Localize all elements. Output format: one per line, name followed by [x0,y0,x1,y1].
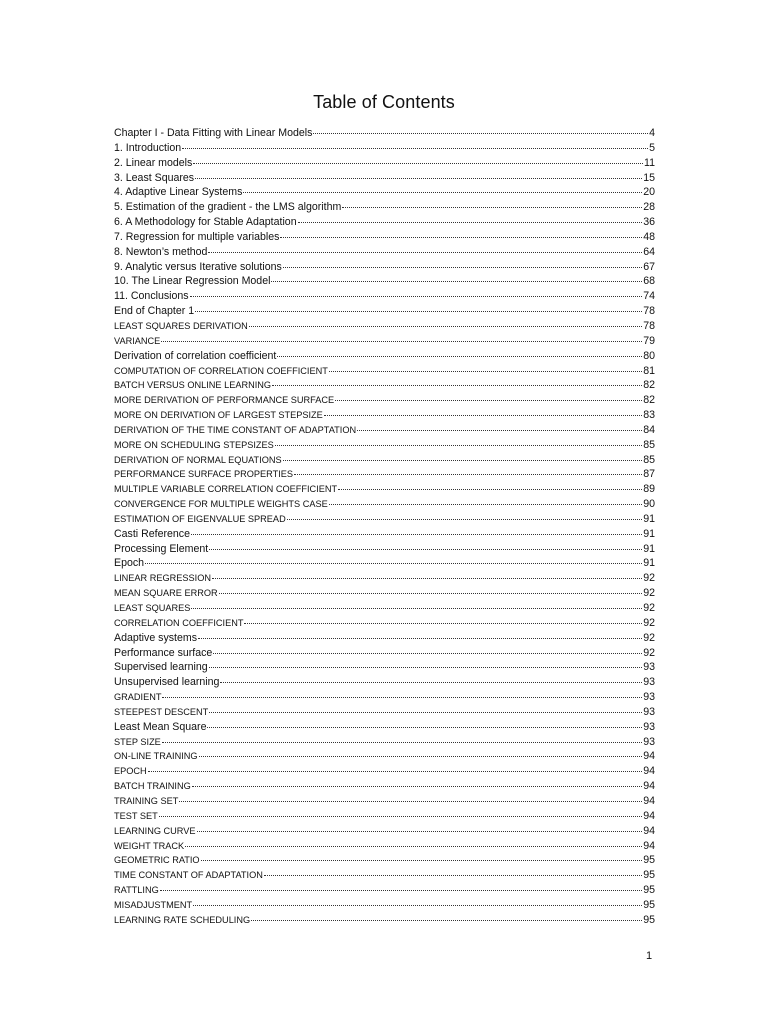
toc-entry[interactable] [114,898,655,913]
toc-entry-title: EPOCH [114,766,147,777]
dot-leader [198,638,642,639]
dot-leader [148,771,643,772]
toc-entry-title: LEARNING RATE SCHEDULING [114,914,251,925]
toc-entry[interactable] [114,586,655,601]
toc-entry-page: 78 [643,305,655,318]
toc-entry[interactable] [114,497,655,512]
dot-leader [313,133,648,134]
toc-entry[interactable] [114,527,655,542]
toc-entry[interactable] [114,453,655,468]
toc-entry-page: 93 [643,720,655,733]
dot-leader [243,192,642,193]
dot-leader [179,801,642,802]
dot-leader [190,296,643,297]
toc-entry-title: GRADIENT [114,692,162,703]
toc-entry[interactable] [114,675,655,690]
toc-entry-page: 36 [643,216,655,229]
toc-entry-title: LINEAR REGRESSION [114,573,212,584]
toc-entry[interactable] [114,319,655,334]
toc-entry[interactable] [114,556,655,571]
dot-leader [271,281,642,282]
dot-leader [219,593,643,594]
toc-entry-page: 67 [643,260,655,273]
toc-entry[interactable] [114,349,655,364]
dot-leader [329,504,642,505]
toc-entry[interactable] [114,779,655,794]
dot-leader [162,742,642,743]
dot-leader [335,400,642,401]
toc-entry[interactable] [114,735,655,750]
dot-leader [251,920,642,921]
toc-entry-title: Processing Element [114,542,209,555]
toc-entry[interactable] [114,289,655,304]
toc-entry[interactable] [114,853,655,868]
dot-leader [209,667,643,668]
dot-leader [244,623,642,624]
toc-entry-page: 92 [643,587,655,600]
toc-entry[interactable] [114,601,655,616]
toc-entry-title: 8. Newton’s method [114,245,208,258]
dot-leader [213,653,642,654]
toc-entry-title: TRAINING SET [114,795,179,806]
toc-entry-title: 7. Regression for multiple variables [114,230,280,243]
toc-entry-title: ON-LINE TRAINING [114,751,198,762]
dot-leader [145,563,642,564]
dot-leader [182,148,648,149]
table-of-contents [114,126,655,928]
toc-entry-page: 91 [643,512,655,525]
toc-entry-title: 1. Introduction [114,141,182,154]
toc-entry-title: STEEPEST DESCENT [114,706,209,717]
toc-entry-title: PERFORMANCE SURFACE PROPERTIES [114,469,294,480]
toc-entry-title: MORE ON DERIVATION OF LARGEST STEPSIZE [114,410,323,421]
toc-entry-page: 90 [643,498,655,511]
toc-entry-page: 79 [643,334,655,347]
toc-entry-title: LEAST SQUARES DERIVATION [114,320,248,331]
dot-leader [162,697,642,698]
toc-entry[interactable] [114,631,655,646]
dot-leader [208,252,642,253]
toc-entry-title: COMPUTATION OF CORRELATION COEFFICIENT [114,365,328,376]
toc-entry-title: Adaptive systems [114,631,198,644]
toc-entry[interactable] [114,334,655,349]
toc-entry-title: MISADJUSTMENT [114,899,193,910]
dot-leader [201,860,643,861]
toc-entry-title: MORE ON SCHEDULING STEPSIZES [114,439,274,450]
dot-leader [185,846,642,847]
toc-entry-page: 85 [643,453,655,466]
toc-entry-page: 94 [643,824,655,837]
toc-entry-title: Epoch [114,557,145,570]
toc-entry-title: Unsupervised learning [114,676,220,689]
toc-entry-page: 91 [643,527,655,540]
toc-entry-title: MULTIPLE VARIABLE CORRELATION COEFFICIENT [114,484,338,495]
toc-entry-title: MEAN SQUARE ERROR [114,588,218,599]
toc-entry-title: VARIANCE [114,335,161,346]
toc-entry[interactable] [114,185,655,200]
toc-entry[interactable] [114,764,655,779]
dot-leader [324,415,642,416]
toc-entry-page: 48 [643,230,655,243]
toc-entry-page: 85 [643,438,655,451]
toc-entry-title: WEIGHT TRACK [114,840,185,851]
toc-entry-title: 3. Least Squares [114,171,195,184]
toc-entry-title: DERIVATION OF THE TIME CONSTANT OF ADAPTATION [114,424,357,435]
dot-leader [159,816,642,817]
toc-entry-title: TEST SET [114,810,158,821]
dot-leader [191,608,642,609]
toc-entry-page: 93 [643,661,655,674]
page-title: Table of Contents [313,92,455,112]
toc-entry-title: Supervised learning [114,661,208,674]
toc-entry-page: 93 [643,705,655,718]
toc-entry-page: 95 [643,913,655,926]
toc-entry-title: Performance surface [114,646,213,659]
toc-entry-page: 95 [643,869,655,882]
toc-entry[interactable] [114,171,655,186]
toc-entry-page: 92 [643,631,655,644]
dot-leader [280,237,642,238]
toc-entry-page: 28 [643,201,655,214]
toc-entry[interactable] [114,824,655,839]
dot-leader [329,371,642,372]
dot-leader [207,727,642,728]
dot-leader [160,890,642,891]
toc-entry[interactable] [114,230,655,245]
toc-entry[interactable] [114,646,655,661]
toc-entry[interactable] [114,467,655,482]
toc-entry-page: 91 [643,557,655,570]
toc-entry-page: 68 [643,275,655,288]
toc-entry[interactable] [114,364,655,379]
toc-entry-title: BATCH VERSUS ONLINE LEARNING [114,380,272,391]
toc-entry-page: 92 [643,646,655,659]
dot-leader [195,178,642,179]
toc-entry-title: CONVERGENCE FOR MULTIPLE WEIGHTS CASE [114,499,328,510]
toc-entry-page: 94 [643,794,655,807]
dot-leader [264,875,642,876]
toc-entry-page: 74 [643,290,655,303]
toc-entry-title: 2. Linear models [114,156,193,169]
toc-entry-page: 83 [643,409,655,422]
toc-entry[interactable] [114,215,655,230]
toc-entry-page: 93 [643,735,655,748]
toc-entry-title: CORRELATION COEFFICIENT [114,617,244,628]
toc-entry-title: End of Chapter 1 [114,305,195,318]
toc-entry[interactable] [114,126,655,141]
toc-entry-page: 87 [643,468,655,481]
dot-leader [161,341,642,342]
dot-leader [272,385,642,386]
page-number: 1 [646,950,653,962]
toc-entry-page: 82 [643,379,655,392]
toc-entry[interactable] [114,705,655,720]
toc-entry[interactable] [114,141,655,156]
toc-entry[interactable] [114,438,655,453]
dot-leader [192,786,642,787]
toc-entry-page: 92 [643,616,655,629]
toc-entry[interactable] [114,839,655,854]
toc-entry-page: 95 [643,854,655,867]
toc-entry-title: TIME CONSTANT OF ADAPTATION [114,870,263,881]
toc-entry-title: DERIVATION OF NORMAL EQUATIONS [114,454,282,465]
dot-leader [283,267,642,268]
toc-entry-title: 10. The Linear Regression Model [114,275,271,288]
toc-entry-title: MORE DERIVATION OF PERFORMANCE SURFACE [114,395,335,406]
toc-entry-page: 5 [649,141,655,154]
toc-entry-page: 80 [643,349,655,362]
dot-leader [199,756,643,757]
toc-entry-page: 91 [643,542,655,555]
dot-leader [197,831,643,832]
toc-entry-page: 94 [643,839,655,852]
toc-entry[interactable] [114,720,655,735]
toc-entry-page: 11 [644,156,655,169]
toc-entry-page: 95 [643,884,655,897]
dot-leader [294,474,642,475]
toc-entry[interactable] [114,274,655,289]
toc-entry-title: GEOMETRIC RATIO [114,855,200,866]
toc-entry-page: 82 [643,394,655,407]
toc-entry-title: RATTLING [114,885,159,896]
toc-entry-page: 94 [643,809,655,822]
dot-leader [298,222,643,223]
toc-entry[interactable] [114,542,655,557]
dot-leader [342,207,642,208]
toc-entry-page: 92 [643,602,655,614]
toc-entry-title: 4. Adaptive Linear Systems [114,186,243,199]
toc-entry-page: 94 [643,780,655,793]
toc-entry[interactable] [114,913,655,928]
toc-entry[interactable] [114,378,655,393]
toc-entry[interactable] [114,512,655,527]
toc-entry-title: 11. Conclusions [114,290,189,303]
toc-entry-page: 94 [643,765,655,778]
toc-entry-page: 64 [643,245,655,258]
dot-leader [338,489,642,490]
toc-entry[interactable] [114,883,655,898]
toc-entry-page: 15 [643,171,655,184]
dot-leader [193,163,643,164]
dot-leader [357,430,642,431]
toc-entry[interactable] [114,749,655,764]
toc-entry[interactable] [114,423,655,438]
toc-entry-page: 78 [643,319,655,332]
toc-entry[interactable] [114,245,655,260]
toc-entry[interactable] [114,868,655,883]
toc-entry[interactable] [114,304,655,319]
dot-leader [287,519,643,520]
toc-entry-title: BATCH TRAINING [114,781,191,792]
toc-entry[interactable] [114,156,655,171]
toc-entry-page: 20 [643,186,655,199]
toc-entry-title: 6. A Methodology for Stable Adaptation [114,216,297,229]
toc-entry-page: 81 [643,364,655,377]
toc-entry-page: 93 [643,676,655,689]
dot-leader [212,578,642,579]
toc-entry[interactable] [114,571,655,586]
toc-entry-page: 92 [643,572,655,585]
toc-entry-page: 89 [643,483,655,496]
toc-entry-page: 94 [643,750,655,763]
toc-entry[interactable] [114,660,655,675]
toc-entry[interactable] [114,690,655,705]
dot-leader [209,549,642,550]
dot-leader [277,356,642,357]
dot-leader [275,445,642,446]
toc-entry[interactable] [114,809,655,824]
toc-entry[interactable] [114,200,655,215]
toc-entry-page: 93 [643,691,655,704]
toc-entry-page: 84 [643,423,655,436]
toc-entry-title: 5. Estimation of the gradient - the LMS algorithm [114,201,342,214]
toc-entry-title: Casti Reference [114,527,190,540]
dot-leader [220,682,642,683]
dot-leader [283,460,643,461]
toc-entry-title: STEP SIZE [114,736,161,747]
toc-entry[interactable] [114,794,655,809]
dot-leader [209,712,642,713]
dot-leader [191,534,642,535]
toc-entry-title: ESTIMATION OF EIGENVALUE SPREAD [114,513,286,524]
dot-leader [193,905,642,906]
toc-entry-page: 4 [649,127,655,139]
toc-entry[interactable] [114,616,655,631]
toc-entry-title: Least Mean Square [114,720,207,733]
toc-entry[interactable] [114,408,655,423]
toc-entry[interactable] [114,260,655,275]
toc-entry-title: Derivation of correlation coefficient [114,349,277,362]
toc-entry-page: 95 [643,898,655,911]
dot-leader [195,311,642,312]
toc-entry-title: LEAST SQUARES [114,603,191,613]
toc-entry-title: LEARNING CURVE [114,825,196,836]
toc-entry[interactable] [114,482,655,497]
dot-leader [249,326,642,327]
toc-entry-title: 9. Analytic versus Iterative solutions [114,260,282,273]
toc-entry-title: Chapter I - Data Fitting with Linear Models [114,127,313,139]
toc-entry[interactable] [114,393,655,408]
